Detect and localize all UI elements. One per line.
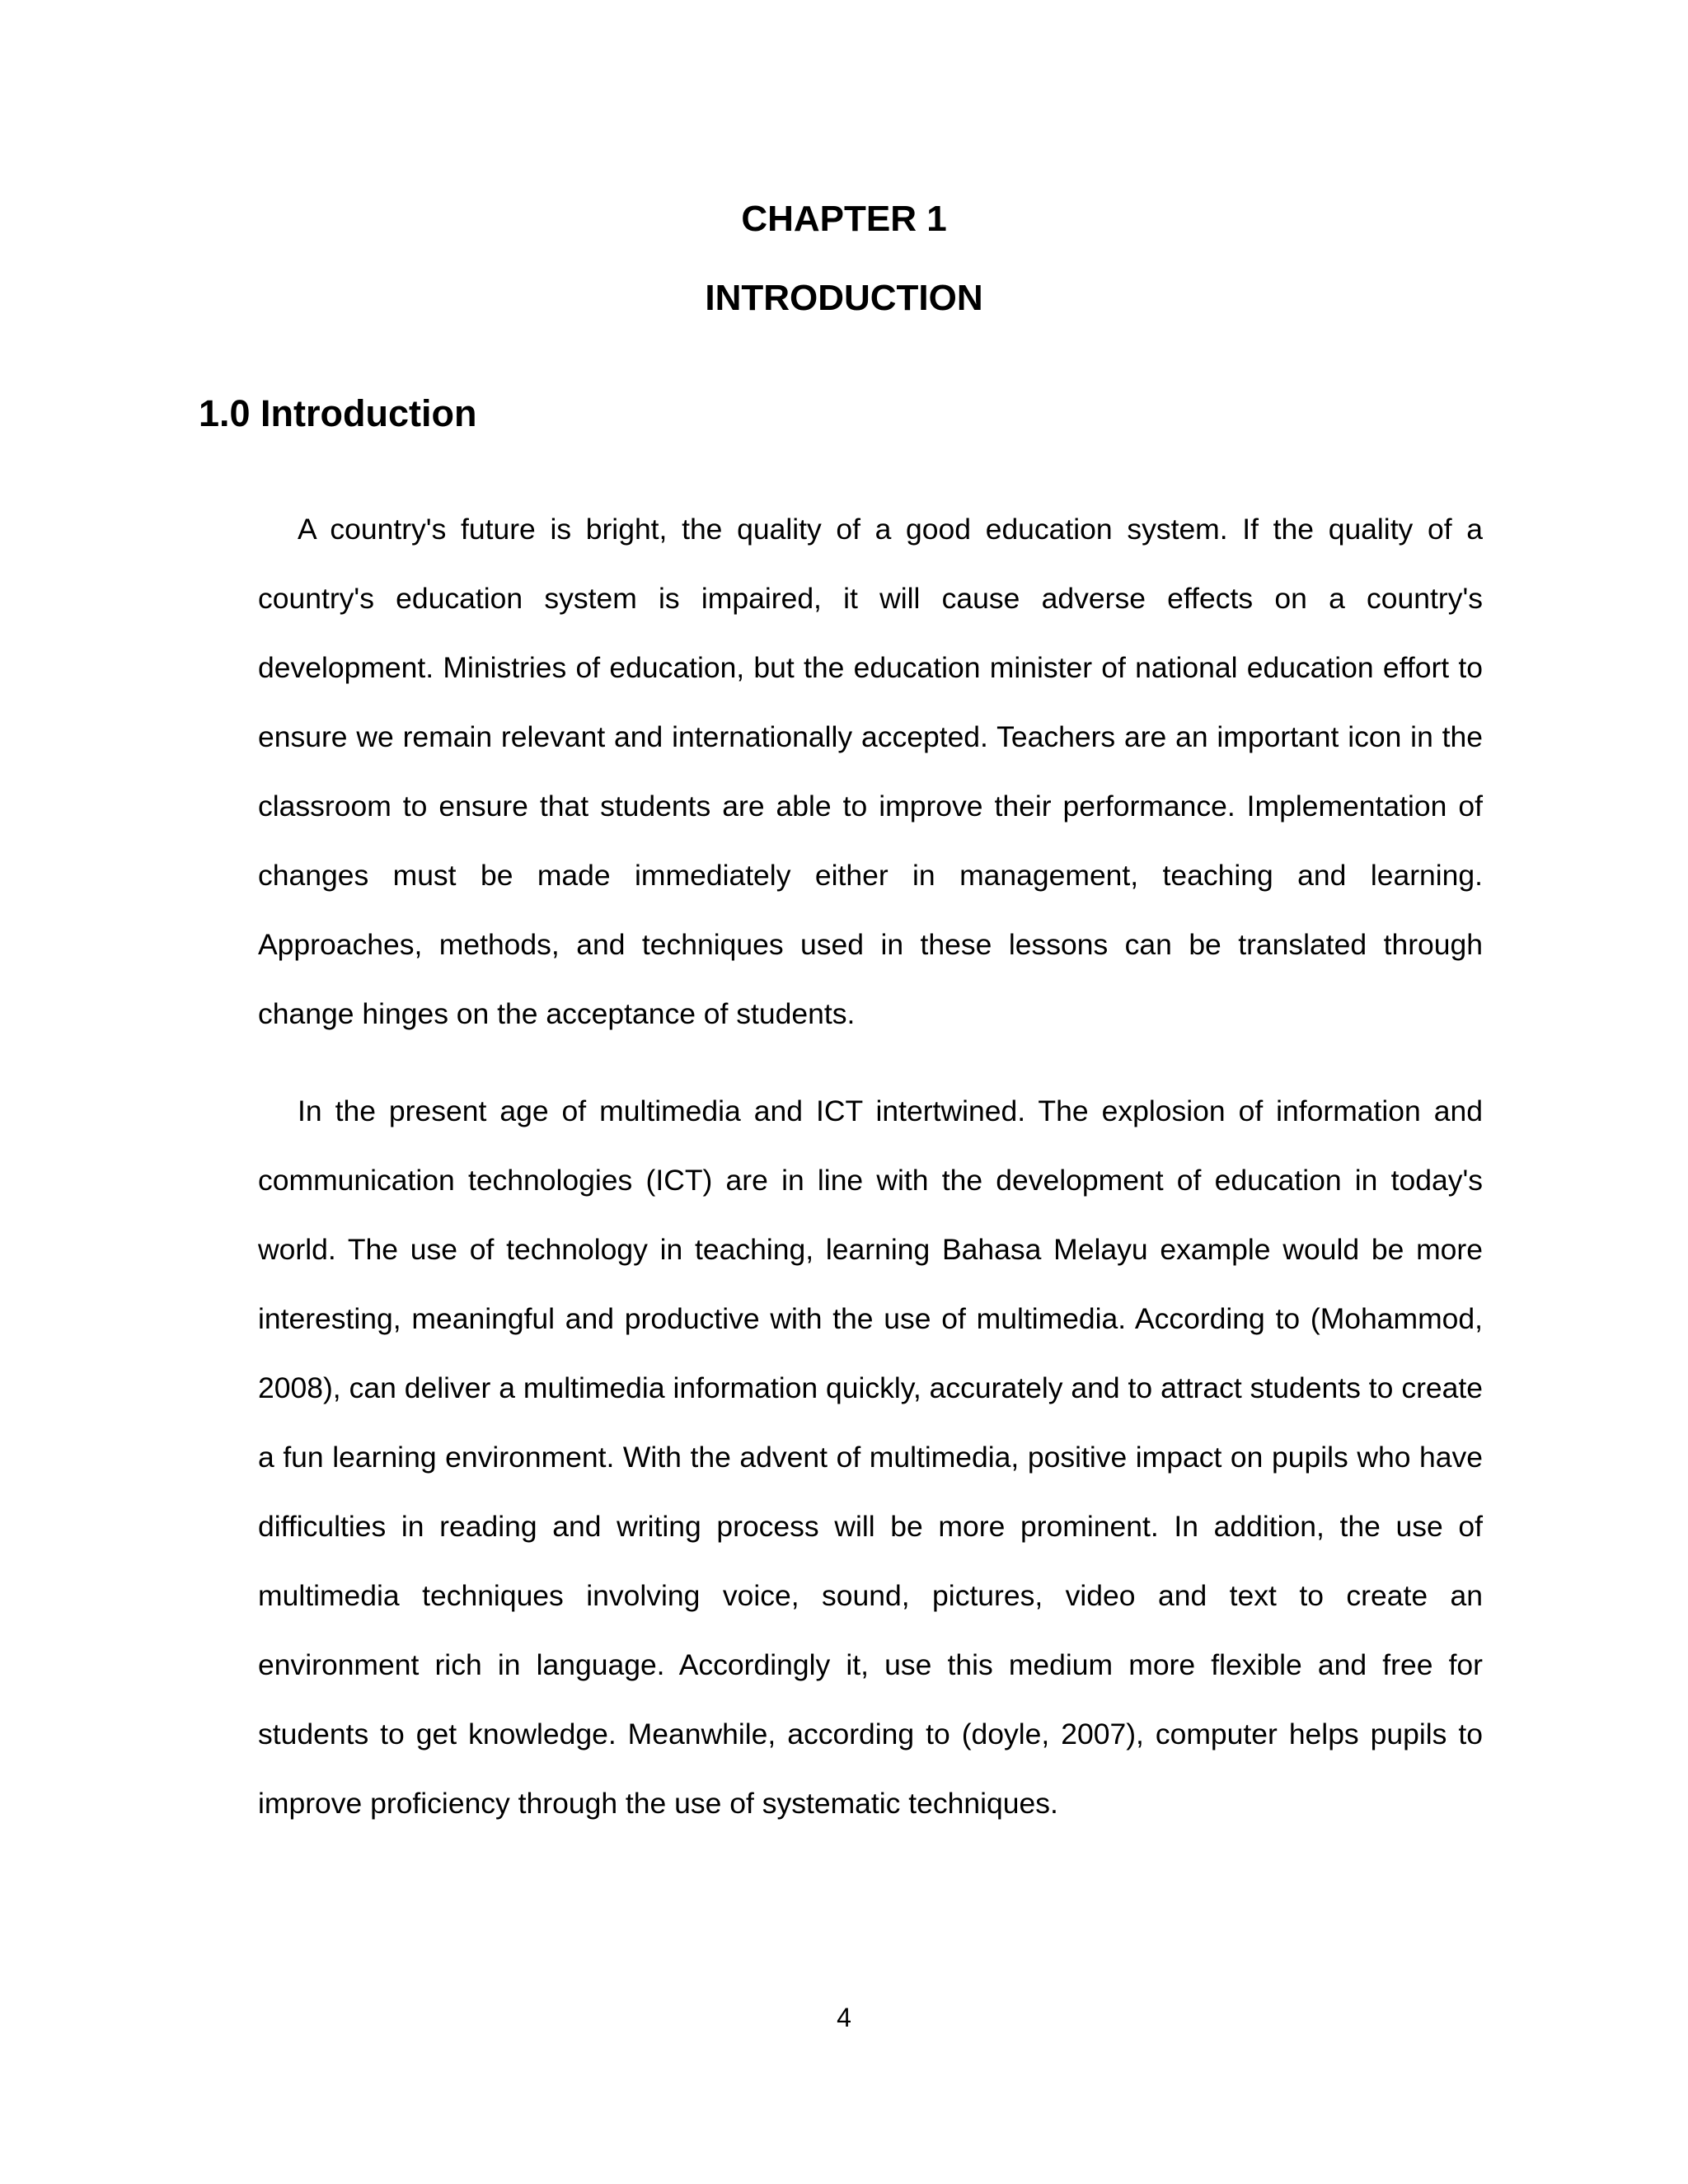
body-paragraph: In the present age of multimedia and ICT intertwined. The explosion of information and communication technologies (ICT) are in line with the development of education in today's world. The use of technology in teaching, learning Bahasa Melayu example would be more interesting, meaningful and productive with the use of multimedia. According to (Mohammod, 2008), can deliver a multimedia information quickly, accurately and to attract students to create a fun learning environment. With the advent of multimedia, positive impact on pupils who have difficulties in reading and writing process will be more prominent. In addition, the use of multimedia techniques involving voice, sound, pictures, video and text to create an environment rich in language. Accordingly it, use this medium more flexible and free for students to get knowledge. Meanwhile, according to (doyle, 2007), computer helps pupils to improve proficiency through the use of systematic techniques.: [258, 1094, 1483, 1820]
section-heading: 1.0 Introduction: [199, 392, 477, 434]
page-number: 4: [837, 2003, 851, 2032]
chapter-title: INTRODUCTION: [705, 278, 983, 318]
body-paragraph: A country's future is bright, the quality of a good education system. If the quality of a country's education system is impaired, it will cause adverse effects on a country's development. Ministries of education, but the education minister of national education effort to ensure we remain relevant and internationally accepted. Teachers are an important icon in the classroom to ensure that students are able to improve their performance. Implementation of changes must be made immediately either in management, teaching and learning. Approaches, methods, and techniques used in these lessons can be translated through change hinges on the acceptance of students.: [258, 513, 1483, 1030]
chapter-label: CHAPTER 1: [741, 199, 947, 239]
